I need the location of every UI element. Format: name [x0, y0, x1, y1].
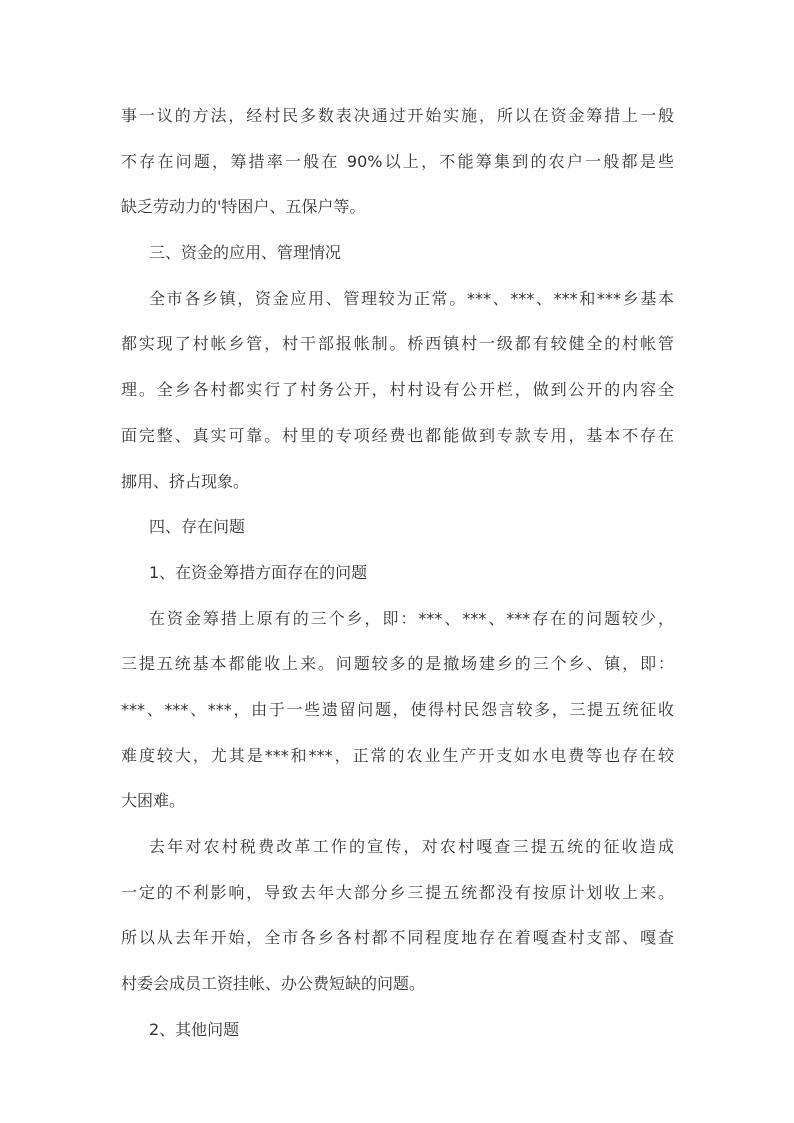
text-line: 所以从去年开始，全市各乡各村都不同程度地存在着嘎查村支部、嘎查	[121, 928, 674, 948]
text-line: 面完整、真实可靠。村里的专项经费也都能做到专款专用，基本不存在	[121, 425, 674, 445]
text-line: 一定的不利影响，导致去年大部分乡三提五统都没有按原计划收上来。	[121, 882, 674, 902]
text-line: 都实现了村帐乡管，村干部报帐制。桥西镇村一级都有较健全的村帐管	[121, 334, 674, 354]
text-line: 1、在资金筹措方面存在的问题	[149, 562, 368, 582]
text-line: 全市各乡镇，资金应用、管理较为正常。***、***、***和***乡基本	[149, 288, 674, 308]
text-line: 大困难。	[121, 791, 186, 811]
text-line: 在资金筹措上原有的三个乡，即：***、***、***存在的问题较少，	[149, 608, 674, 628]
text-line: ***、***、***，由于一些遗留问题，使得村民怨言较多，三提五统征收	[121, 699, 674, 719]
text-line: 挪用、挤占现象。	[121, 471, 250, 491]
text-line: 三提五统基本都能收上来。问题较多的是撤场建乡的三个乡、镇，即：	[121, 654, 674, 674]
text-line: 事一议的方法，经村民多数表决通过开始实施，所以在资金筹措上一般	[121, 106, 674, 125]
text-line: 四、存在问题	[149, 517, 246, 537]
text-line: 不存在问题，筹措率一般在 90%以上，不能筹集到的农户一般都是些	[121, 151, 674, 171]
document-body	[121, 101, 674, 1060]
text-line: 缺乏劳动力的'特困户、五保户等。	[121, 197, 366, 217]
text-line: 村委会成员工资挂帐、办公费短缺的问题。	[121, 974, 426, 994]
text-line: 2、其他问题	[149, 1019, 240, 1039]
text-line: 三、资金的应用、管理情况	[149, 243, 342, 263]
text-line: 去年对农村税费改革工作的宣传，对农村嘎查三提五统的征收造成	[149, 837, 674, 856]
text-line: 难度较大，尤其是***和***，正常的农业生产开支如水电费等也存在较	[121, 745, 674, 765]
text-line: 理。全乡各村都实行了村务公开，村村设有公开栏，做到公开的内容全	[121, 380, 674, 400]
